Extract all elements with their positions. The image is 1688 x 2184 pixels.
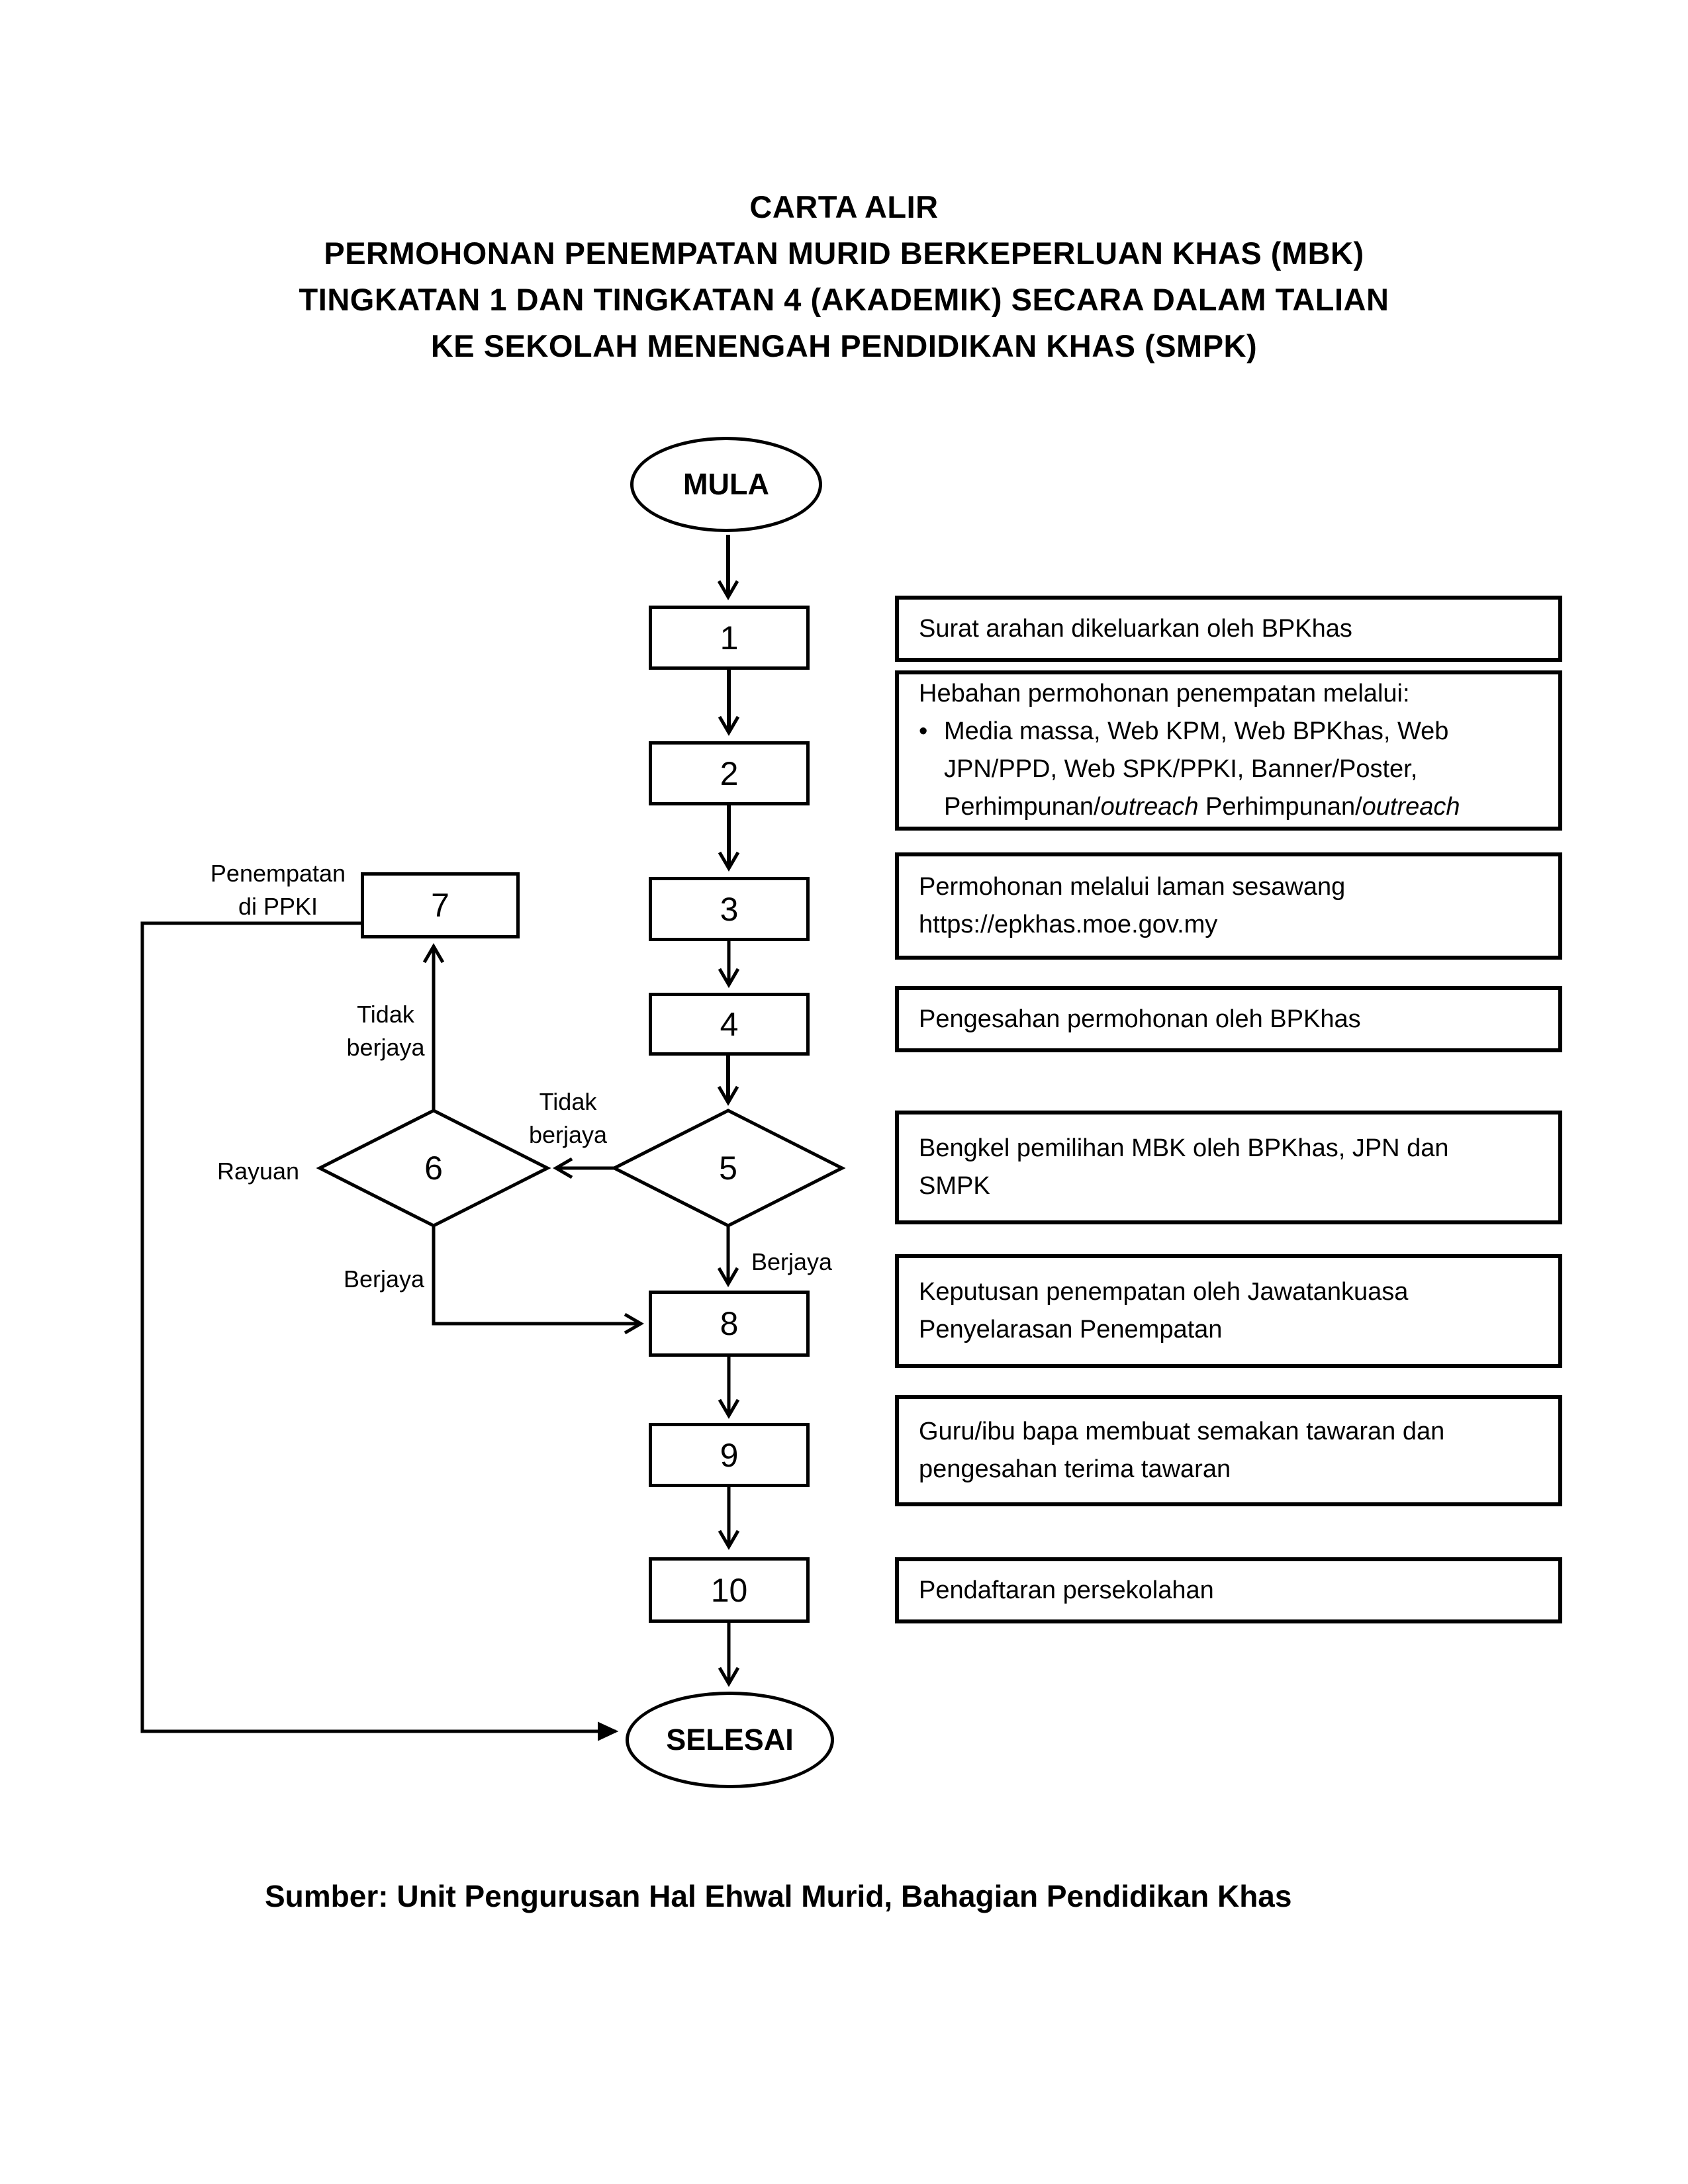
title-line-1: CARTA ALIR: [749, 189, 939, 224]
description-2-bullet-line-1: Media massa, Web KPM, Web BPKhas, Web: [944, 717, 1449, 745]
description-5-line-1: Bengkel pemilihan MBK oleh BPKhas, JPN dan: [919, 1134, 1449, 1162]
description-2-bullet-line-3-part-b: outreach: [1100, 793, 1199, 821]
connector-6-to-8-berjaya: [434, 1226, 639, 1324]
berjaya-label-left: Berjaya: [343, 1265, 425, 1293]
process-box-3: [649, 877, 810, 941]
description-5-line-2: SMPK: [919, 1172, 990, 1200]
rayuan-label: Rayuan: [216, 1158, 300, 1185]
step-number-1: 1: [720, 619, 739, 657]
description-9-line-2: pengesahan terima tawaran: [919, 1455, 1231, 1483]
process-box-2: [649, 741, 810, 805]
tidak-berjaya-2-line-1: Tidak: [539, 1088, 597, 1115]
title-line-2: PERMOHONAN PENEMPATAN MURID BERKEPERLUAN KHAS (MBK): [324, 236, 1364, 271]
description-2-bullet-line-3-part-d: outreach: [1362, 793, 1460, 821]
description-2-heading: Hebahan permohonan penempatan melalui:: [919, 680, 1410, 707]
step-number-5: 5: [719, 1150, 737, 1187]
process-box-4: [649, 993, 810, 1056]
description-2-bullet-line-3-part-c: Perhimpunan/: [1198, 793, 1362, 821]
description-1-text: Surat arahan dikeluarkan oleh BPKhas: [919, 614, 1352, 643]
title-line-4: KE SEKOLAH MENENGAH PENDIDIKAN KHAS (SMPK): [430, 328, 1258, 363]
process-box-9: [649, 1423, 810, 1487]
title-line-3: TINGKATAN 1 DAN TINGKATAN 4 (AKADEMIK) SECARA DALAM TALIAN: [299, 282, 1389, 317]
description-8-line-1: Keputusan penempatan oleh Jawatankuasa: [919, 1278, 1409, 1306]
end-ellipse: [626, 1692, 834, 1788]
process-box-1: [649, 606, 810, 670]
description-box-9: [895, 1395, 1562, 1506]
description-2-bullet-line-3-part-a: Perhimpunan/: [944, 793, 1101, 821]
tidak-berjaya-label-1: [311, 998, 460, 1064]
penempatan-label-line-2: di PPKI: [238, 893, 318, 920]
step-number-8: 8: [720, 1305, 739, 1342]
description-box-10: [895, 1557, 1562, 1623]
step-number-9: 9: [720, 1436, 739, 1474]
description-2-bullet-line-2: JPN/PPD, Web SPK/PPKI, Banner/Poster,: [944, 755, 1418, 783]
source-note: Sumber: Unit Pengurusan Hal Ehwal Murid, Bahagian Pendidikan Khas: [265, 1879, 1292, 1913]
process-box-10: [649, 1557, 810, 1623]
description-10-text: Pendaftaran persekolahan: [919, 1576, 1214, 1604]
step-number-2: 2: [720, 754, 739, 792]
step-number-6: 6: [424, 1150, 443, 1187]
start-ellipse: [630, 437, 822, 532]
step-number-4: 4: [720, 1005, 739, 1043]
bullet-icon: •: [919, 717, 928, 745]
berjaya-label-right: Berjaya: [751, 1248, 833, 1275]
step-number-7: 7: [431, 887, 449, 924]
description-4-text: Pengesahan permohonan oleh BPKhas: [919, 1005, 1361, 1033]
end-label: SELESAI: [666, 1723, 794, 1756]
process-box-8: [649, 1291, 810, 1357]
description-box-8: [895, 1254, 1562, 1368]
description-box-4: [895, 986, 1562, 1052]
penempatan-label-line-1: Penempatan: [210, 860, 346, 887]
start-label: MULA: [683, 467, 769, 501]
description-box-1: [895, 596, 1562, 662]
description-box-5: [895, 1111, 1562, 1224]
description-2-bullet-text: [944, 713, 1460, 826]
tidak-berjaya-2-line-2: berjaya: [528, 1121, 608, 1148]
description-2-bullet-item: [919, 713, 1538, 826]
process-box-7: [361, 872, 520, 938]
description-8-line-2: Penyelarasan Penempatan: [919, 1316, 1223, 1343]
description-2-bullet-line-3: [944, 788, 1460, 826]
description-box-2: [895, 670, 1562, 831]
description-box-3: [895, 852, 1562, 960]
step-number-10: 10: [710, 1571, 748, 1609]
step-number-3: 3: [720, 890, 739, 928]
description-3-line-2: https://epkhas.moe.gov.my: [919, 911, 1218, 938]
description-3-line-1: Permohonan melalui laman sesawang: [919, 873, 1346, 901]
tidak-berjaya-label-2: [495, 1085, 641, 1152]
description-9-line-1: Guru/ibu bapa membuat semakan tawaran dan: [919, 1418, 1445, 1445]
tidak-berjaya-1-line-1: Tidak: [357, 1001, 414, 1028]
tidak-berjaya-1-line-2: berjaya: [346, 1034, 425, 1061]
penempatan-di-ppki-label: [185, 857, 371, 923]
